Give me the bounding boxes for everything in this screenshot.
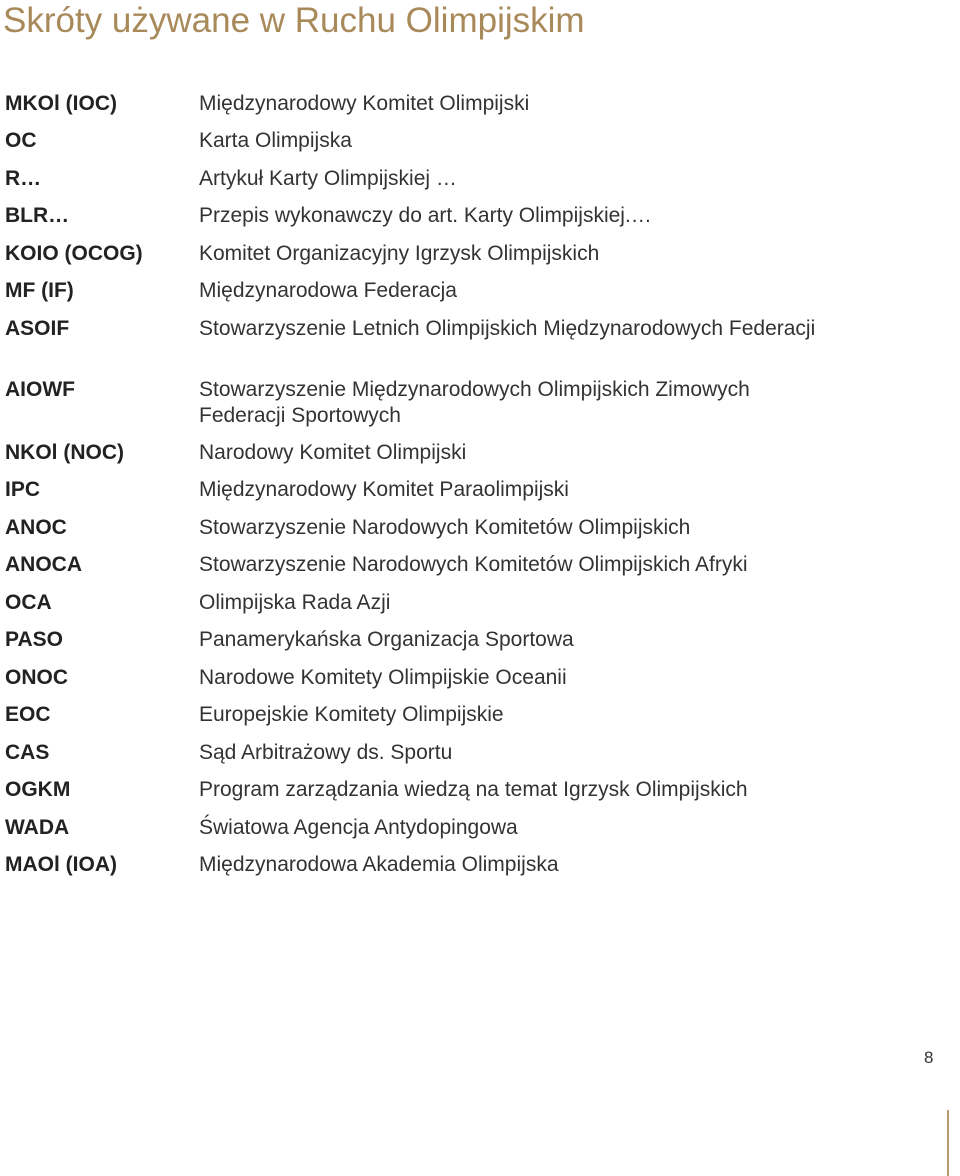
abbreviation-meaning: Międzynarodowa Federacja <box>199 279 457 302</box>
abbreviation-term: NKOl (NOC) <box>5 441 124 464</box>
abbreviation-meaning: Stowarzyszenie Narodowych Komitetów Olimpijskich Afryki <box>199 553 748 576</box>
abbreviation-meaning: Stowarzyszenie Narodowych Komitetów Olimpijskich <box>199 516 691 539</box>
abbreviation-term: ASOIF <box>5 317 70 340</box>
abbreviation-meaning: Międzynarodowa Akademia Olimpijska <box>199 853 559 876</box>
abbreviation-term: ONOC <box>5 666 68 689</box>
abbreviation-term: BLR… <box>5 204 70 227</box>
abbreviation-meaning: Komitet Organizacyjny Igrzysk Olimpijskich <box>199 242 600 265</box>
abbreviation-term: ANOC <box>5 516 67 539</box>
abbreviation-term: MAOl (IOA) <box>5 853 117 876</box>
abbreviation-meaning: Program zarządzania wiedzą na temat Igrzysk Olimpijskich <box>199 778 748 801</box>
abbreviation-term: PASO <box>5 628 63 651</box>
abbreviation-meaning: Sąd Arbitrażowy ds. Sportu <box>199 741 453 764</box>
abbreviation-term: OGKM <box>5 778 71 801</box>
abbreviation-term: OC <box>5 129 37 152</box>
abbreviation-term: ANOCA <box>5 553 82 576</box>
abbreviation-meaning: Olimpijska Rada Azji <box>199 591 391 614</box>
abbreviation-meaning: Przepis wykonawczy do art. Karty Olimpijskiej.… <box>199 204 652 227</box>
abbreviation-meaning: Międzynarodowy Komitet Paraolimpijski <box>199 478 569 501</box>
abbreviation-term: MKOl (IOC) <box>5 92 117 115</box>
abbreviation-meaning: Stowarzyszenie Letnich Olimpijskich Międzynarodowych Federacji <box>199 317 816 340</box>
abbreviation-meaning: Europejskie Komitety Olimpijskie <box>199 703 504 726</box>
abbreviation-term: KOIO (OCOG) <box>5 242 143 265</box>
abbreviation-meaning: Narodowe Komitety Olimpijskie Oceanii <box>199 666 567 689</box>
abbreviation-meaning: Panamerykańska Organizacja Sportowa <box>199 628 574 651</box>
page-title: Skróty używane w Ruchu Olimpijskim <box>3 1 585 40</box>
abbreviation-meaning: Karta Olimpijska <box>199 129 352 152</box>
abbreviation-term: WADA <box>5 816 70 839</box>
abbreviation-meaning: Artykuł Karty Olimpijskiej … <box>199 167 457 190</box>
page-number: 8 <box>924 1048 934 1067</box>
abbreviation-term: EOC <box>5 703 51 726</box>
abbreviation-term: R… <box>5 167 42 190</box>
abbreviation-term: AIOWF <box>5 378 75 401</box>
abbreviation-meaning: Stowarzyszenie Międzynarodowych Olimpijskich Zimowych Federacji Sportowych <box>199 378 750 427</box>
abbreviation-term: MF (IF) <box>5 279 74 302</box>
page-edge-rule <box>947 1110 949 1176</box>
abbreviation-term: CAS <box>5 741 50 764</box>
abbreviation-meaning: Światowa Agencja Antydopingowa <box>199 816 518 839</box>
abbreviation-term: OCA <box>5 591 52 614</box>
abbreviation-meaning: Narodowy Komitet Olimpijski <box>199 441 467 464</box>
abbreviation-meaning: Międzynarodowy Komitet Olimpijski <box>199 92 530 115</box>
abbreviation-term: IPC <box>5 478 41 501</box>
